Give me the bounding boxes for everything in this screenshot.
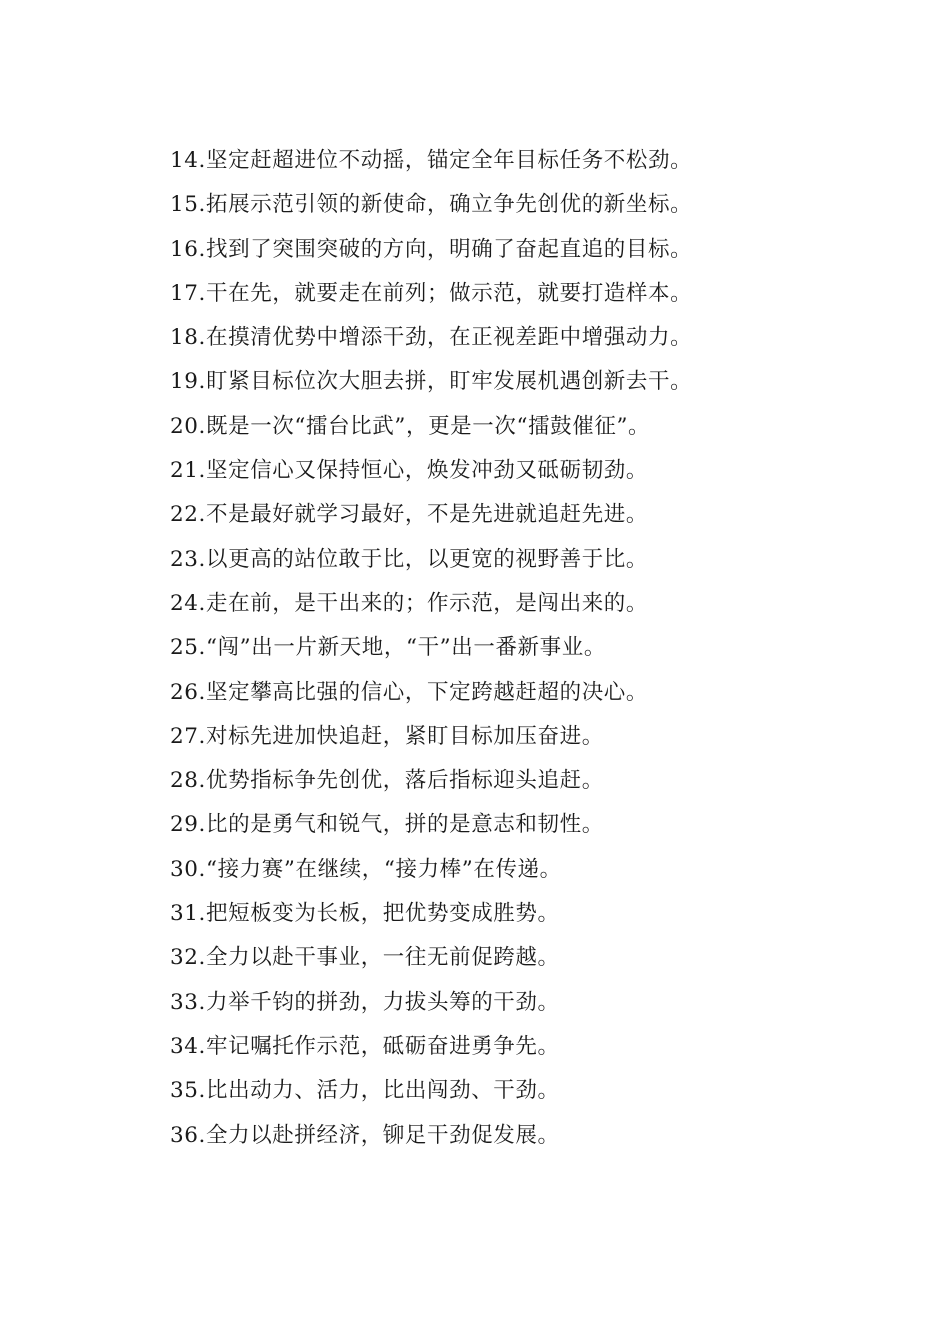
slogan-line-17: 17.干在先，就要走在前列；做示范，就要打造样本。: [170, 280, 693, 306]
slogan-line-25: 25.“闯”出一片新天地，“干”出一番新事业。: [170, 635, 606, 661]
slogan-line-28: 28.优势指标争先创优，落后指标迎头追赶。: [170, 768, 604, 794]
slogan-line-16: 16.找到了突围突破的方向，明确了奋起直追的目标。: [170, 236, 693, 262]
slogan-line-18: 18.在摸清优势中增添干劲，在正视差距中增强动力。: [170, 325, 693, 351]
slogan-line-15: 15.拓展示范引领的新使命，确立争先创优的新坐标。: [170, 192, 693, 218]
slogan-line-24: 24.走在前，是干出来的；作示范，是闯出来的。: [170, 590, 648, 616]
slogan-line-14: 14.坚定赶超进位不动摇，锚定全年目标任务不松劲。: [170, 148, 693, 173]
slogan-line-30: 30.“接力赛”在继续，“接力棒”在传递。: [170, 856, 562, 882]
slogan-line-27: 27.对标先进加快追赶，紧盯目标加压奋进。: [170, 723, 604, 749]
slogan-line-31: 31.把短板变为长板，把优势变成胜势。: [170, 901, 560, 927]
slogan-line-36: 36.全力以赴拼经济，铆足干劲促发展。: [170, 1122, 560, 1148]
slogan-line-21: 21.坚定信心又保持恒心，焕发冲劲又砥砺韧劲。: [170, 458, 648, 484]
slogan-line-20: 20.既是一次“擂台比武”，更是一次“擂鼓催征”。: [170, 413, 651, 439]
slogan-line-34: 34.牢记嘱托作示范，砥砺奋进勇争先。: [170, 1033, 560, 1059]
slogan-line-22: 22.不是最好就学习最好，不是先进就追赶先进。: [170, 502, 648, 528]
slogan-line-26: 26.坚定攀高比强的信心，下定跨越赶超的决心。: [170, 679, 648, 705]
slogan-line-19: 19.盯紧目标位次大胆去拼，盯牢发展机遇创新去干。: [170, 369, 693, 395]
slogan-line-23: 23.以更高的站位敢于比，以更宽的视野善于比。: [170, 546, 648, 572]
slogan-line-32: 32.全力以赴干事业，一往无前促跨越。: [170, 945, 560, 971]
slogan-list: [170, 139, 930, 1158]
slogan-line-35: 35.比出动力、活力，比出闯劲、干劲。: [170, 1078, 560, 1104]
slogan-line-29: 29.比的是勇气和锐气，拼的是意志和韧性。: [170, 812, 604, 838]
slogan-line-33: 33.力举千钧的拼劲，力拔头筹的干劲。: [170, 989, 560, 1015]
